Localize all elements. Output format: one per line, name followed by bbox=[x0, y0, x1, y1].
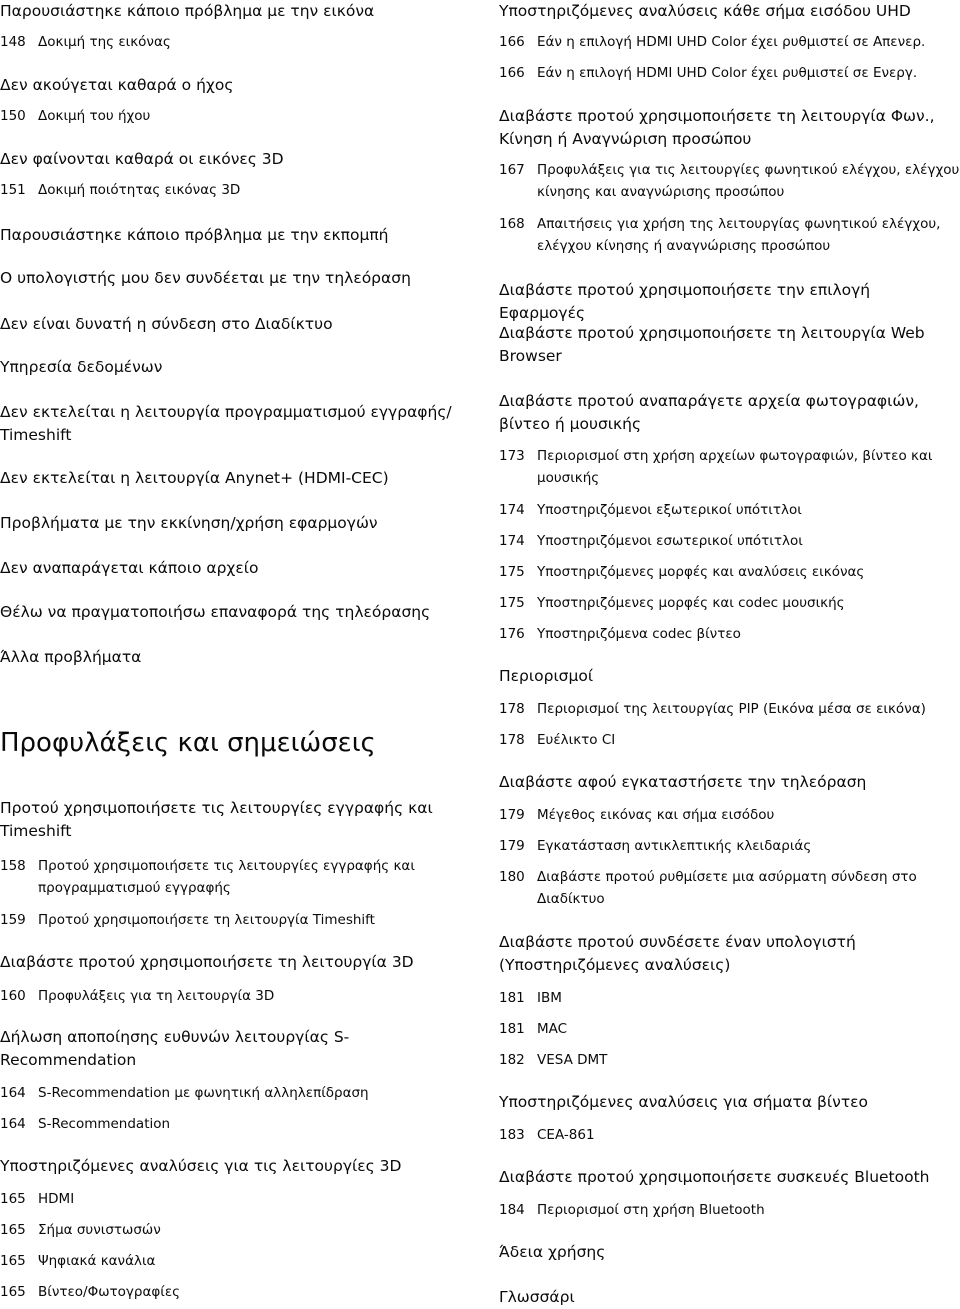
toc-entry-page: 150 bbox=[0, 108, 26, 124]
toc-entry[interactable] bbox=[0, 105, 470, 127]
toc-entry-title: Ψηφιακά κανάλια bbox=[38, 1253, 156, 1269]
toc-heading[interactable]: Δεν ακούγεται καθαρά ο ήχος bbox=[0, 76, 234, 94]
toc-entry-title: MAC bbox=[537, 1021, 568, 1037]
toc-heading[interactable]: Δεν φαίνονται καθαρά οι εικόνες 3D bbox=[0, 150, 284, 168]
toc-entry-title: Βίντεο/Φωτογραφίες bbox=[38, 1284, 181, 1300]
toc-entry-page: 183 bbox=[499, 1127, 525, 1143]
toc-entry[interactable] bbox=[0, 1250, 470, 1272]
toc-heading[interactable]: Διαβάστε προτού χρησιμοποιήσετε τη λειτουργία 3D bbox=[0, 953, 414, 971]
toc-heading[interactable]: Θέλω να πραγματοποιήσω επαναφορά της τηλεόρασης bbox=[0, 603, 431, 621]
toc-entry[interactable] bbox=[0, 855, 470, 899]
toc-entry-page: 166 bbox=[499, 65, 525, 81]
toc-entry[interactable] bbox=[499, 445, 960, 489]
toc-heading[interactable]: Ο υπολογιστής μου δεν συνδέεται με την τηλεόραση bbox=[0, 269, 411, 287]
toc-entry[interactable] bbox=[499, 835, 960, 857]
toc-entry-page: 176 bbox=[499, 626, 525, 642]
toc-entry-page: 181 bbox=[499, 990, 525, 1006]
toc-entry[interactable] bbox=[499, 623, 960, 645]
toc-entry[interactable] bbox=[499, 1199, 960, 1221]
toc-entry[interactable] bbox=[499, 62, 960, 84]
toc-entry-title: HDMI bbox=[38, 1191, 75, 1207]
toc-entry-page: 181 bbox=[499, 1021, 525, 1037]
toc-entry[interactable] bbox=[499, 159, 960, 203]
toc-entry-page: 175 bbox=[499, 595, 525, 611]
toc-entry-title: Μέγεθος εικόνας και σήμα εισόδου bbox=[537, 807, 775, 823]
toc-entry-page: 165 bbox=[0, 1191, 26, 1207]
toc-entry-page: 164 bbox=[0, 1116, 26, 1132]
toc-entry-page: 159 bbox=[0, 912, 26, 928]
toc-entry-title: IBM bbox=[537, 990, 562, 1006]
toc-entry-page: 178 bbox=[499, 701, 525, 717]
toc-entry-title: Εάν η επιλογή HDMI UHD Color έχει ρυθμιστεί σε Απενερ. bbox=[537, 34, 926, 50]
toc-entry[interactable] bbox=[0, 31, 470, 53]
toc-entry-title: Υποστηριζόμενα codec βίντεο bbox=[537, 626, 741, 642]
toc-heading[interactable]: Προτού χρησιμοποιήσετε τις λειτουργίες εγγραφής και Timeshift bbox=[0, 799, 433, 840]
toc-entry-title: Δοκιμή ποιότητας εικόνας 3D bbox=[38, 182, 241, 198]
toc-heading[interactable]: Υπηρεσία δεδομένων bbox=[0, 358, 163, 376]
toc-entry-page: 151 bbox=[0, 182, 26, 198]
toc-entry-title: Περιορισμοί στη χρήση Bluetooth bbox=[537, 1202, 765, 1218]
toc-entry-title: Εγκατάσταση αντικλεπτικής κλειδαριάς bbox=[537, 838, 812, 854]
toc-entry-title: Περιορισμοί της λειτουργίας PIP (Εικόνα μέσα σε εικόνα) bbox=[537, 701, 926, 717]
toc-entry-page: 168 bbox=[499, 216, 525, 232]
toc-heading[interactable]: Διαβάστε προτού χρησιμοποιήσετε τη λειτουργία Φων., Κίνηση ή Αναγνώριση προσώπου bbox=[499, 107, 935, 148]
toc-heading[interactable]: Υποστηριζόμενες αναλύσεις κάθε σήμα εισόδου UHD bbox=[499, 2, 911, 20]
toc-entry-title: Δοκιμή του ήχου bbox=[38, 108, 151, 124]
toc-entry[interactable] bbox=[499, 530, 960, 552]
toc-entry-title: Ευέλικτο CI bbox=[537, 732, 616, 748]
toc-heading[interactable]: Προβλήματα με την εκκίνηση/χρήση εφαρμογών bbox=[0, 514, 378, 532]
toc-entry-title: S-Recommendation με φωνητική αλληλεπίδραση bbox=[38, 1085, 369, 1101]
toc-entry-title: Υποστηριζόμενες μορφές και αναλύσεις εικόνας bbox=[537, 564, 865, 580]
toc-entry-page: 165 bbox=[0, 1284, 26, 1300]
toc-entry[interactable] bbox=[499, 1049, 960, 1071]
toc-entry[interactable] bbox=[499, 561, 960, 583]
toc-heading[interactable]: Δεν αναπαράγεται κάποιο αρχείο bbox=[0, 559, 259, 577]
toc-entry-page: 179 bbox=[499, 838, 525, 854]
toc-entry[interactable] bbox=[499, 1124, 960, 1146]
toc-entry-title: Απαιτήσεις για χρήση της λειτουργίας φωνητικού ελέγχου, ελέγχου κίνησης ή αναγνώρισης προσώπου bbox=[537, 216, 941, 254]
toc-entry[interactable] bbox=[0, 1219, 470, 1241]
toc-entry-page: 165 bbox=[0, 1222, 26, 1238]
toc-entry-page: 173 bbox=[499, 448, 525, 464]
toc-heading[interactable]: Γλωσσάρι bbox=[499, 1288, 575, 1306]
toc-heading[interactable]: Παρουσιάστηκε κάποιο πρόβλημα με την εκπομπή bbox=[0, 226, 389, 244]
toc-entry[interactable] bbox=[499, 698, 960, 720]
toc-entry[interactable] bbox=[499, 1018, 960, 1040]
toc-entry-title: Προφυλάξεις για τη λειτουργία 3D bbox=[38, 988, 275, 1004]
toc-heading[interactable]: Υποστηριζόμενες αναλύσεις για σήματα βίντεο bbox=[499, 1093, 869, 1111]
toc-entry[interactable] bbox=[499, 866, 960, 910]
toc-heading[interactable]: Δήλωση αποποίησης ευθυνών λειτουργίας S-Recommendation bbox=[0, 1028, 350, 1069]
toc-heading[interactable]: Διαβάστε προτού χρησιμοποιήσετε συσκευές Bluetooth bbox=[499, 1168, 930, 1186]
toc-entry[interactable] bbox=[0, 1281, 470, 1303]
toc-heading[interactable]: Υποστηριζόμενες αναλύσεις για τις λειτουργίες 3D bbox=[0, 1157, 402, 1175]
toc-entry-page: 160 bbox=[0, 988, 26, 1004]
toc-entry-title: Υποστηριζόμενες μορφές και codec μουσικής bbox=[537, 595, 845, 611]
toc-entry-title: Υποστηριζόμενοι εξωτερικοί υπότιτλοι bbox=[537, 502, 802, 518]
toc-heading[interactable]: Άδεια χρήσης bbox=[499, 1243, 606, 1261]
toc-heading[interactable]: Διαβάστε αφού εγκαταστήσετε την τηλεόραση bbox=[499, 773, 867, 791]
toc-entry-title: S-Recommendation bbox=[38, 1116, 171, 1132]
toc-heading[interactable]: Διαβάστε προτού χρησιμοποιήσετε την επιλογή Εφαρμογές bbox=[499, 281, 871, 322]
toc-entry[interactable] bbox=[0, 179, 470, 201]
toc-entry-title: Δοκιμή της εικόνας bbox=[38, 34, 171, 50]
toc-entry[interactable] bbox=[499, 987, 960, 1009]
toc-entry-page: 184 bbox=[499, 1202, 525, 1218]
toc-entry[interactable] bbox=[499, 729, 960, 751]
toc-entry-page: 180 bbox=[499, 869, 525, 885]
toc-entry-page: 164 bbox=[0, 1085, 26, 1101]
toc-entry-page: 148 bbox=[0, 34, 26, 50]
toc-entry[interactable] bbox=[499, 213, 960, 257]
toc-heading[interactable]: Παρουσιάστηκε κάποιο πρόβλημα με την εικόνα bbox=[0, 2, 375, 20]
toc-heading[interactable]: Διαβάστε προτού συνδέσετε έναν υπολογιστή (Υποστηριζόμενες αναλύσεις) bbox=[499, 933, 856, 974]
toc-heading[interactable]: Διαβάστε προτού αναπαράγετε αρχεία φωτογραφιών, βίντεο ή μουσικής bbox=[499, 392, 919, 433]
toc-entry-title: Προτού χρησιμοποιήσετε τις λειτουργίες εγγραφής και προγραμματισμού εγγραφής bbox=[38, 858, 415, 896]
toc-entry-page: 165 bbox=[0, 1253, 26, 1269]
toc-entry[interactable] bbox=[499, 804, 960, 826]
toc-entry[interactable] bbox=[0, 1082, 470, 1104]
toc-entry-page: 179 bbox=[499, 807, 525, 823]
toc-heading[interactable]: Άλλα προβλήματα bbox=[0, 648, 142, 666]
toc-entry-title: Περιορισμοί στη χρήση αρχείων φωτογραφιών, βίντεο και μουσικής bbox=[537, 448, 933, 486]
toc-entry[interactable] bbox=[0, 909, 470, 931]
toc-entry-page: 158 bbox=[0, 858, 26, 874]
toc-heading[interactable]: Δεν είναι δυνατή η σύνδεση στο Διαδίκτυο bbox=[0, 315, 333, 333]
toc-entry[interactable] bbox=[499, 31, 960, 53]
toc-entry-page: 174 bbox=[499, 533, 525, 549]
toc-entry-title: Προτού χρησιμοποιήσετε τη λειτουργία Timeshift bbox=[38, 912, 375, 928]
toc-entry-page: 182 bbox=[499, 1052, 525, 1068]
toc-entry-title: Διαβάστε προτού ρυθμίσετε μια ασύρματη σύνδεση στο Διαδίκτυο bbox=[537, 869, 917, 907]
toc-entry-page: 167 bbox=[499, 162, 525, 178]
toc-heading[interactable]: Διαβάστε προτού χρησιμοποιήσετε τη λειτουργία Web Browser bbox=[499, 324, 925, 365]
toc-entry[interactable] bbox=[0, 985, 470, 1007]
toc-entry-page: 178 bbox=[499, 732, 525, 748]
toc-entry-page: 166 bbox=[499, 34, 525, 50]
toc-entry-page: 175 bbox=[499, 564, 525, 580]
toc-entry-title: Σήμα συνιστωσών bbox=[38, 1222, 161, 1238]
toc-entry[interactable] bbox=[499, 592, 960, 614]
toc-entry-title: VESA DMT bbox=[537, 1052, 608, 1068]
toc-entry[interactable] bbox=[0, 1188, 470, 1210]
toc-entry[interactable] bbox=[499, 499, 960, 521]
toc-heading[interactable]: Δεν εκτελείται η λειτουργία Anynet+ (HDMI-CEC) bbox=[0, 469, 389, 487]
section-title[interactable]: Προφυλάξεις και σημειώσεις bbox=[0, 728, 376, 758]
toc-entry-title: Προφυλάξεις για τις λειτουργίες φωνητικού ελέγχου, ελέγχου κίνησης και αναγνώρισης προσώπου bbox=[537, 162, 960, 200]
toc-entry-title: CEA-861 bbox=[537, 1127, 595, 1143]
toc-entry-title: Εάν η επιλογή HDMI UHD Color έχει ρυθμιστεί σε Ενεργ. bbox=[537, 65, 918, 81]
toc-entry-page: 174 bbox=[499, 502, 525, 518]
toc-entry[interactable] bbox=[0, 1113, 470, 1135]
toc-heading[interactable]: Δεν εκτελείται η λειτουργία προγραμματισμού εγγραφής/ Timeshift bbox=[0, 403, 452, 444]
toc-heading[interactable]: Περιορισμοί bbox=[499, 667, 594, 685]
toc-entry-title: Υποστηριζόμενοι εσωτερικοί υπότιτλοι bbox=[537, 533, 803, 549]
